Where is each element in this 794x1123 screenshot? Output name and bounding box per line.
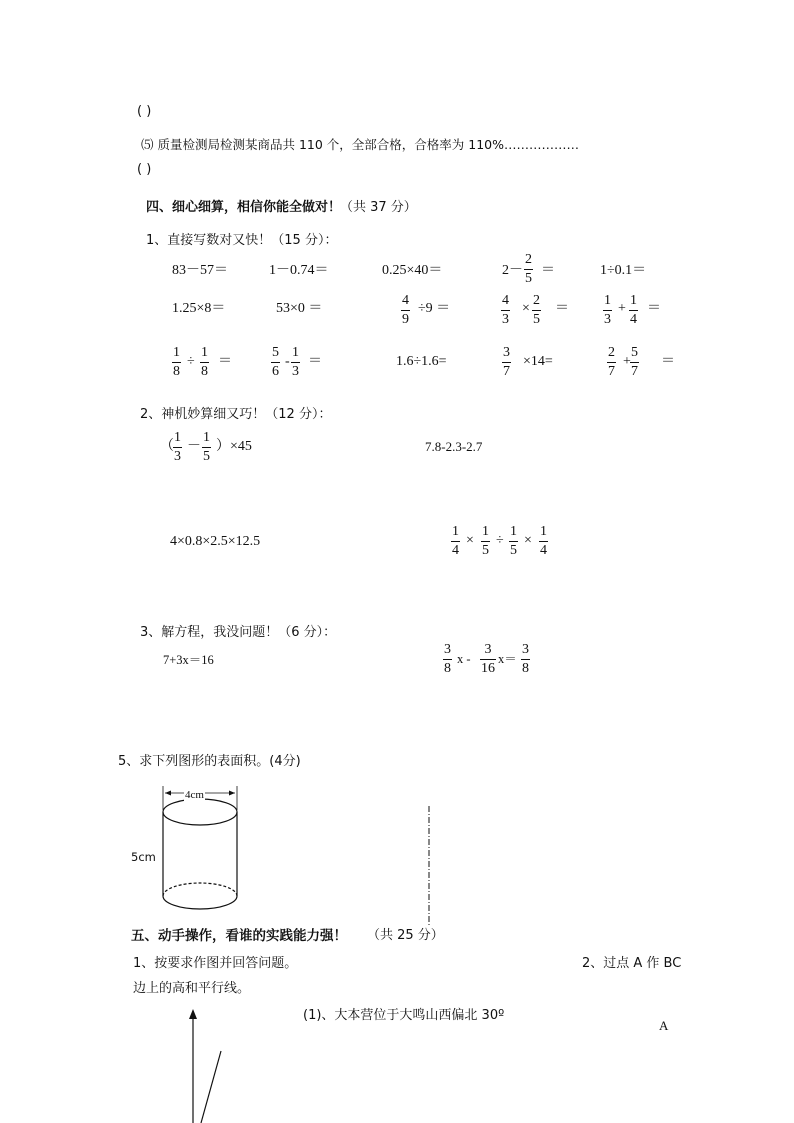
fraction-1-5: 1 5	[482, 524, 489, 558]
answer-parentheses: ( )	[137, 162, 152, 177]
calc-item: 1.25×8＝	[172, 301, 226, 316]
q5-title: 5、求下列图形的表面积。(4分)	[118, 754, 301, 769]
calc-item: 0.25×40＝	[382, 263, 443, 278]
fraction-2-5: 2 5	[533, 293, 540, 327]
paren-open: （	[160, 439, 174, 454]
fraction-1-8: 1 8	[201, 345, 208, 379]
fraction-1-4: 1 4	[452, 524, 459, 558]
expression-4x08: 4×0.8×2.5×12.5	[170, 534, 261, 549]
section-4-score: （共 37 分）	[340, 200, 417, 215]
minus-sign: －	[187, 439, 201, 454]
cylinder-figure	[163, 786, 237, 909]
q2-title: 2、神机妙算细又巧！（12 分）：	[140, 407, 332, 422]
plus-sign: +	[618, 301, 626, 316]
fraction-1-3: 1 3	[174, 430, 181, 464]
calc-item: 53×0 ＝	[276, 301, 323, 316]
multiply-sign: ×	[522, 301, 530, 316]
height-label: 5cm	[131, 850, 156, 864]
calc-item: ÷9 ＝	[418, 301, 451, 316]
fraction-1-5: 1 5	[203, 430, 210, 464]
section-4-title: 四、细心细算，相信你能全做对！	[146, 200, 342, 215]
equals-sign: ＝	[661, 354, 675, 369]
calc-item: 1－0.74＝	[269, 263, 329, 278]
calc-item: 1÷0.1＝	[600, 263, 647, 278]
s5-sub1: (1)、大本营位于大鸣山西偏北 30º	[303, 1008, 505, 1023]
plus-sign: +	[623, 354, 631, 369]
divide-sign: ÷	[496, 533, 504, 548]
equals-sign: ＝	[647, 301, 661, 316]
fraction-3-8: 3 8	[444, 642, 451, 676]
s5-q2: 2、过点 A 作 BC	[582, 956, 682, 971]
fraction-3-8: 3 8	[522, 642, 529, 676]
fraction-1-4: 1 4	[540, 524, 547, 558]
q1-title: 1、直接写数对又快！（15 分）：	[146, 233, 338, 248]
fraction-3-16: 3 16	[481, 642, 495, 676]
calc-item: 1.6÷1.6=	[396, 354, 447, 369]
equals-sign: ＝	[308, 354, 322, 369]
north-arrow	[189, 1009, 197, 1123]
s5-q2-continued: 边上的高和平行线。	[133, 981, 251, 996]
fraction-5-7: 5 7	[631, 345, 638, 379]
section-5-title: 五、动手操作，看谁的实践能力强！	[131, 928, 347, 944]
section-5-score: （共 25 分）	[367, 928, 444, 943]
equals-sign: ＝	[218, 354, 232, 369]
answer-parentheses: ( )	[137, 104, 152, 119]
judgement-item-5: ⑸ 质量检测局检测某商品共 110 个，全部合格，合格率为 110%………………	[141, 137, 579, 152]
equation-2-part: x -	[457, 652, 471, 666]
fraction-4-3: 4 3	[502, 293, 509, 327]
fraction-4-9: 4 9	[402, 293, 409, 327]
equals-sign: ＝	[541, 263, 555, 278]
fraction-2-5: 2 5	[525, 252, 532, 286]
fraction-1-4: 1 4	[630, 293, 637, 327]
fraction-2-7: 2 7	[608, 345, 615, 379]
slanted-line	[201, 1051, 221, 1123]
fraction-1-8: 1 8	[173, 345, 180, 379]
fraction-1-5: 1 5	[510, 524, 517, 558]
calc-item: 83－57＝	[172, 263, 228, 278]
multiply-sign: ×	[524, 533, 532, 548]
multiply-sign: ×	[466, 533, 474, 548]
equation-1: 7+3x＝16	[163, 653, 214, 667]
equation-2-part: x＝	[498, 652, 517, 666]
s5-q1: 1、按要求作图并回答问题。	[133, 956, 298, 971]
fraction-3-7: 3 7	[503, 345, 510, 379]
equals-sign: ＝	[555, 301, 569, 316]
q3-title: 3、解方程，我没问题！（6 分）：	[140, 625, 337, 640]
calc-item: ×14=	[523, 354, 553, 369]
minus-sign: -	[285, 354, 290, 369]
fraction-1-3: 1 3	[604, 293, 611, 327]
fraction-5-6: 5 6	[272, 345, 279, 379]
expression-7-8: 7.8-2.3-2.7	[425, 439, 483, 454]
calc-item: 2－	[502, 263, 523, 278]
paren-close-times-45: ）×45	[216, 439, 252, 454]
diameter-label: 4cm	[185, 789, 204, 801]
fraction-1-3: 1 3	[292, 345, 299, 379]
divide-sign: ÷	[187, 354, 195, 369]
point-a-label: A	[659, 1018, 669, 1033]
